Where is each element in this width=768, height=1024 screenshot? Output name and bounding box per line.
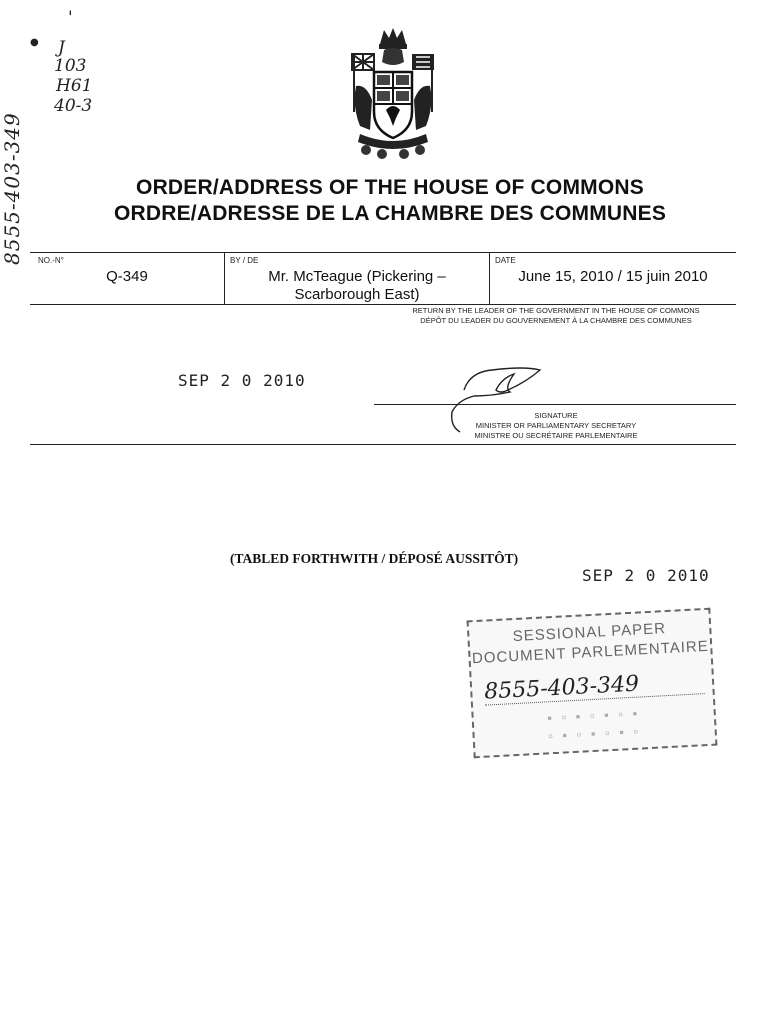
return-english: RETURN BY THE LEADER OF THE GOVERNMENT IN THE HOUSE OF COMMONS xyxy=(412,306,700,315)
by-label: BY / DE xyxy=(230,256,259,265)
sessional-paper-number: 8555-403-349 xyxy=(484,668,705,705)
by-value-line2: Scarborough East) xyxy=(294,286,420,303)
sessional-paper-label: SESSIONAL PAPER xyxy=(512,620,667,646)
handwritten-vertical-number: 8555-403-349 xyxy=(0,112,24,265)
table-bottom-rule xyxy=(30,304,736,305)
tabled-date-stamp: SEP 2 0 2010 xyxy=(582,566,710,585)
section-bottom-rule xyxy=(30,444,736,445)
return-french: DÉPÔT DU LEADER DU GOUVERNEMENT À LA CHAMBRE DES COMMUNES xyxy=(420,316,692,325)
number-label: NO.-N° xyxy=(38,256,64,265)
handwritten-line-4: 40-3 xyxy=(54,96,93,116)
signature-role-english: MINISTER OR PARLIAMENTARY SECRETARY xyxy=(475,421,637,430)
signature-date-stamp: SEP 2 0 2010 xyxy=(178,371,306,390)
handwritten-tick: ' xyxy=(68,8,73,28)
sessional-paper-stamp xyxy=(467,608,718,759)
title-english: ORDER/ADDRESS OF THE HOUSE OF COMMONS xyxy=(136,176,644,199)
handwritten-line-1: J xyxy=(58,38,65,58)
title-french: ORDRE/ADRESSE DE LA CHAMBRE DES COMMUNES xyxy=(113,202,667,225)
number-value: Q-349 xyxy=(106,268,148,285)
handwritten-bullet: ● xyxy=(30,37,39,48)
signature-role-french: MINISTRE OU SECRÉTAIRE PARLEMENTAIRE xyxy=(474,431,638,440)
handwritten-line-3: H61 xyxy=(56,76,93,96)
by-value-line1: Mr. McTeague (Pickering – xyxy=(268,268,446,285)
date-value: June 15, 2010 / 15 juin 2010 xyxy=(518,268,708,285)
tabled-forthwith-notice: (TABLED FORTHWITH / DÉPOSÉ AUSSITÔT) xyxy=(230,551,519,566)
signature-label: SIGNATURE xyxy=(534,411,578,420)
stamp-faded-line-2: ▫ ▪ ▫ ▪ ▫ ▪ ▫ xyxy=(547,723,642,744)
date-label: DATE xyxy=(495,256,516,265)
coat-of-arms-emblem xyxy=(346,26,440,160)
stamp-faded-line-1: ▪ ▫ ▪ ▫ ▪ ▫ ▪ xyxy=(546,705,641,726)
signature-line xyxy=(374,404,736,405)
document-parlementaire-label: DOCUMENT PARLEMENTAIRE xyxy=(471,637,710,668)
table-top-rule xyxy=(30,252,736,253)
handwritten-line-2: 103 xyxy=(54,56,87,76)
